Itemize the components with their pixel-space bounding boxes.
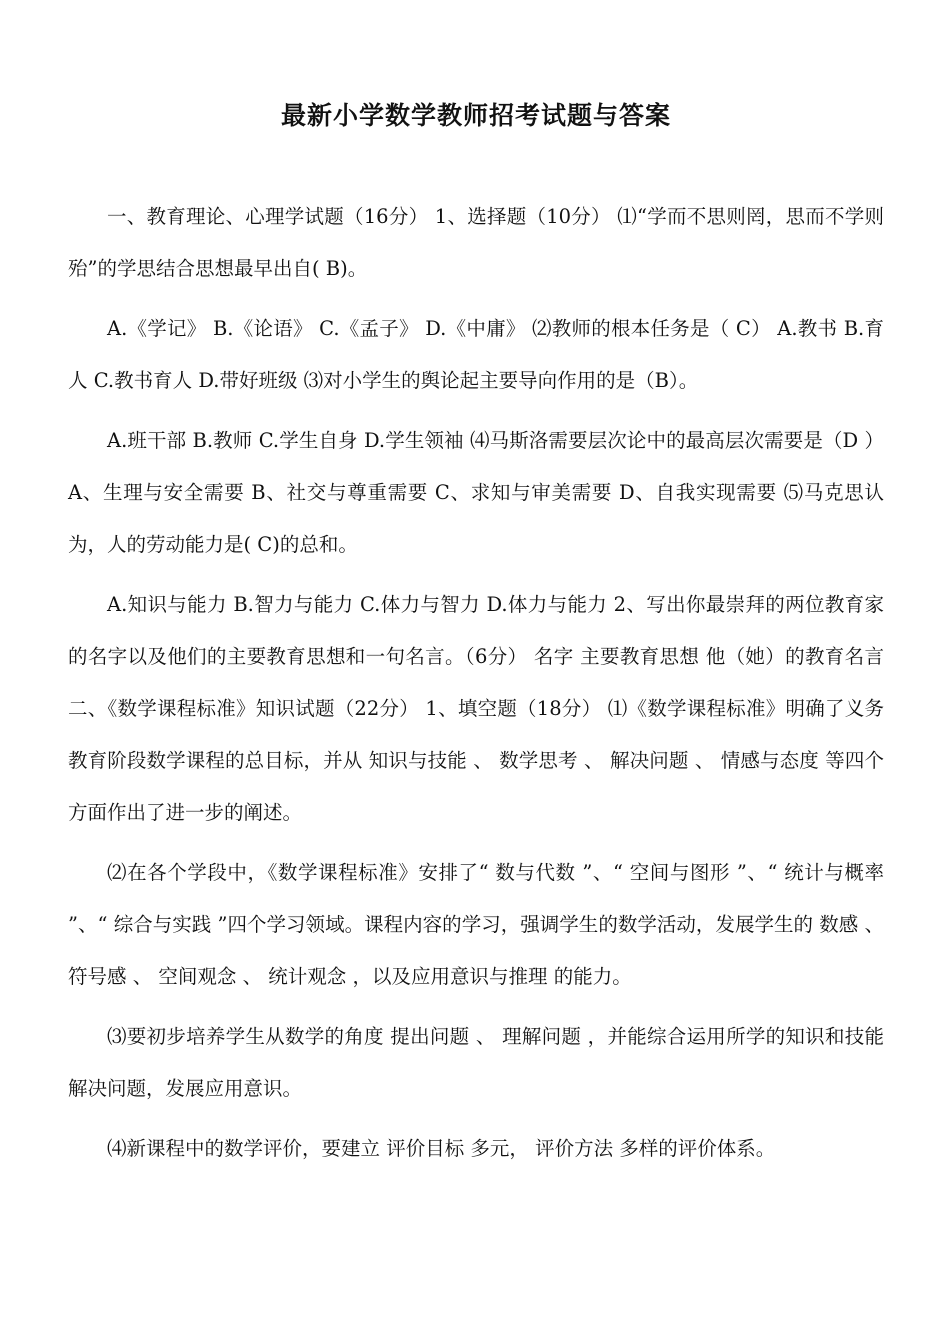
paragraph-7: ⑷新课程中的数学评价，要建立 评价目标 多元， 评价方法 多样的评价体系。 bbox=[107, 1137, 776, 1160]
paragraph-5: ⑵在各个学段中，《数学课程标准》安排了“ 数与代数 ”、“ 空间与图形 ”、“ 统计与概率 ”、“ 综合与实践 ”四个学习领域。课程内容的学习，强调学生的数学活动，发展学生的 数感 、 符号感 、 空间观念 、 统计观念 ，以及应用意识与推理 的能力。 bbox=[68, 861, 884, 988]
paragraph-4: A.知识与能力 B.智力与能力 C.体力与智力 D.体力与能力 2、写出你最崇拜的两位教育家的名字以及他们的主要教育思想和一句名言。（6分） 名字 主要教育思想 他（她）的教育名言 二、《数学课程标准》知识试题（22分） 1、填空题（18分） ⑴《数学课程标准》明确了义务教育阶段数学课程的总目标，并从 知识与技能 、 数学思考 、 解决问题 、 情感与态度 等四个方面作出了进一步的阐述。 bbox=[68, 593, 884, 824]
paragraph-1: 一、教育理论、心理学试题（16分） 1、选择题（10分） ⑴“学而不思则罔，思而不学则殆”的学思结合思想最早出自( B)。 bbox=[68, 205, 884, 280]
document-body bbox=[68, 191, 884, 1175]
paragraph-3: A.班干部 B.教师 C.学生自身 D.学生领袖 ⑷马斯洛需要层次论中的最高层次需要是（D ） A、生理与安全需要 B、社交与尊重需要 C、求知与审美需要 D、自我实现需要 ⑸马克思认为，人的劳动能力是( C)的总和。 bbox=[68, 429, 884, 556]
paragraph-2: A.《学记》 B.《论语》 C.《孟子》 D.《中庸》 ⑵教师的根本任务是（ C） A.教书 B.育人 C.教书育人 D.带好班级 ⑶对小学生的舆论起主要导向作用的是（B）。 bbox=[68, 317, 884, 392]
document-title: 最新小学数学教师招考试题与答案 bbox=[280, 101, 671, 130]
paragraph-6: ⑶要初步培养学生从数学的角度 提出问题 、 理解问题 ，并能综合运用所学的知识和技能解决问题，发展应用意识。 bbox=[68, 1025, 884, 1100]
